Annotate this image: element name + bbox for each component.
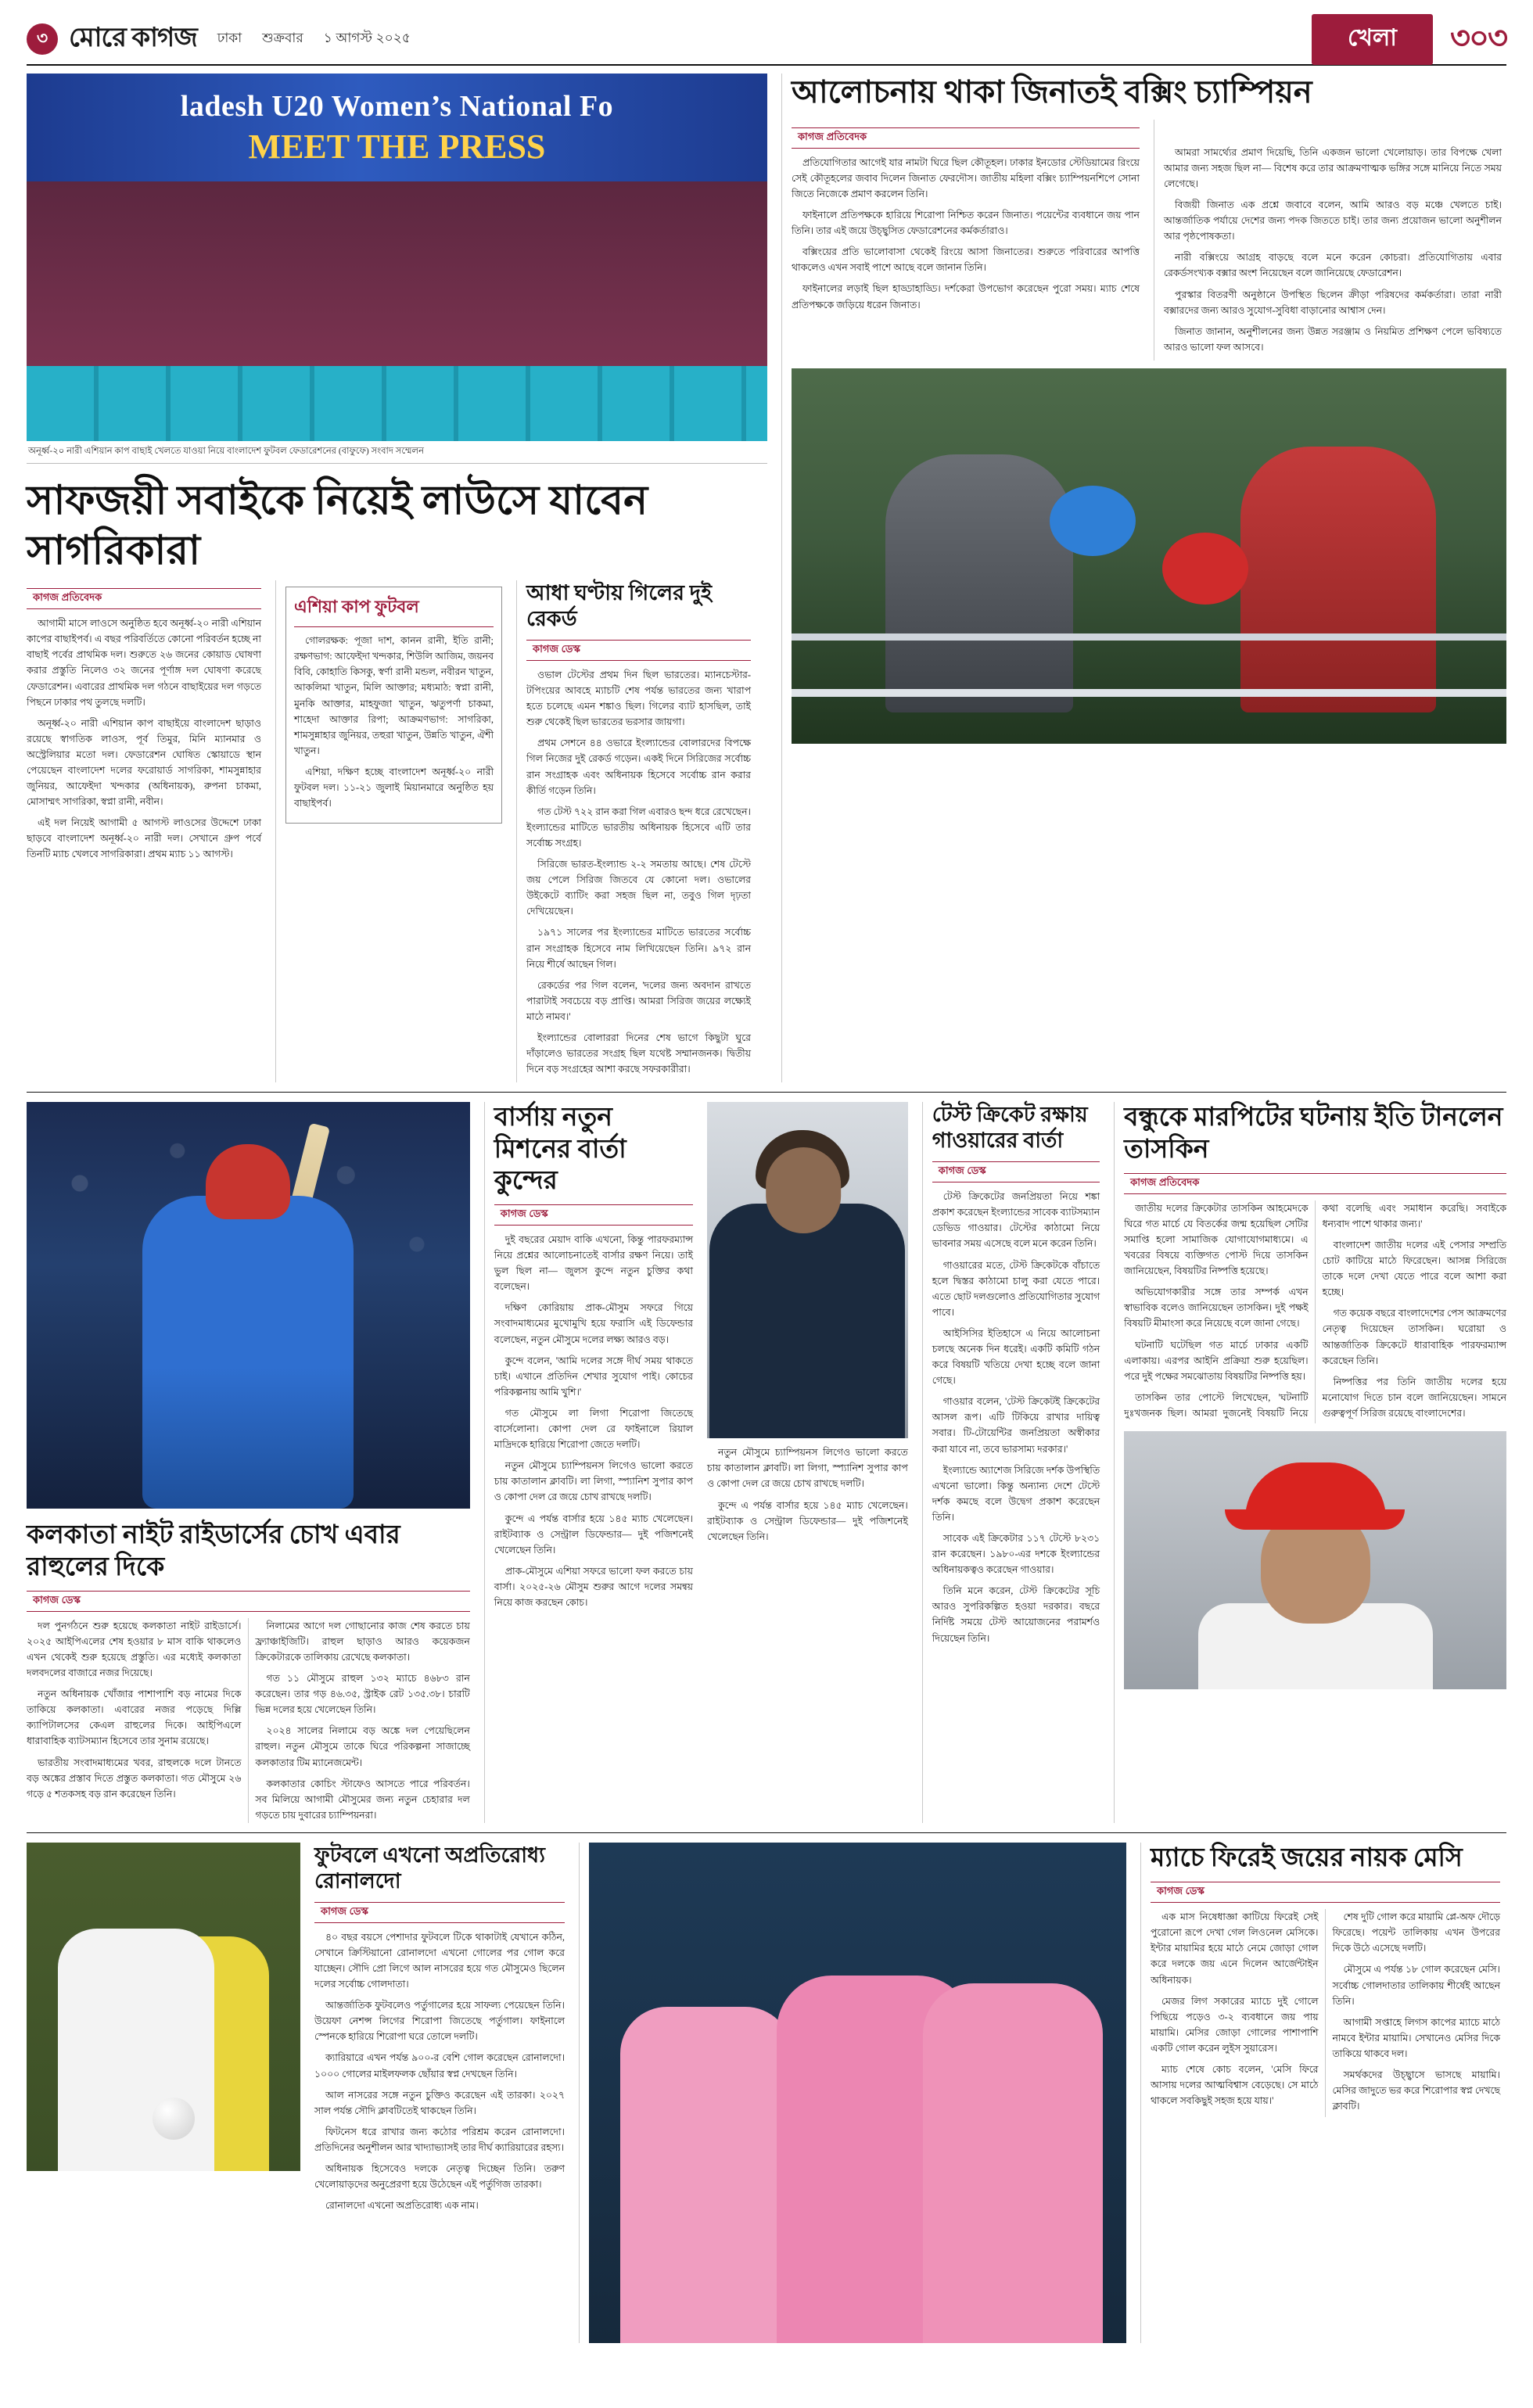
messi-para-0: এক মাস নিষেধাজ্ঞা কাটিয়ে ফিরেই সেই পুরোনো রূপে দেখা গেল লিওনেল মেসিকে। ইন্টার মায়ামির হয়ে মাঠে নেমে জোড়া গোল করে দলকে জয় এনে দিলেন আর্জেন্টাইন অধিনায়ক। <box>1151 1911 1319 1986</box>
lead-para-2: এই দল নিয়েই আগামী ৫ আগস্ট লাওসের উদ্দেশে ঢাকা ছাড়বে বাংলাদেশ অনূর্ধ্ব-২০ নারী দল। সেখানে গ্রুপ পর্বে তিনটি ম্যাচ খেলবে সাগরিকারা। প্রথম ম্যাচ ১১ আগস্ট। <box>27 817 261 860</box>
press-conference-photo <box>27 74 767 441</box>
asiacup-box-body <box>294 633 494 811</box>
gill-para-2: গত টেস্ট ৭২২ রান করা গিল এবারও ছন্দ ধরে রেখেছেন। ইংল্যান্ডের মাটিতে ভারতীয় অধিনায়ক হিসেবে এটি তার সর্বোচ্চ সংগ্রহ। <box>526 806 751 849</box>
taskin-para-2: ঘটনাটি ঘটেছিল গত মার্চে ঢাকার একটি এলাকায়। এরপর আইনি প্রক্রিয়া শুরু হয়েছিল। পরে দুই পক্ষের সমঝোতায় বিষয়টির নিষ্পত্তি হয়। <box>1124 1339 1309 1382</box>
kunde-photo-sidebody <box>707 1444 908 1550</box>
lead-body-col <box>27 580 261 1082</box>
lead-body-text <box>27 615 261 867</box>
messi-para-3: শেষ দুটি গোল করে মায়ামি প্লে-অফ দৌড়ে ফিরেছে। পয়েন্ট তালিকায় এখন উপরের দিকে উঠে এসেছে দলটি। <box>1332 1911 1500 1954</box>
ronaldo-body <box>314 1929 565 2220</box>
press-table-front <box>27 366 767 441</box>
kkr-headline: কলকাতা নাইট রাইডার্সের চোখ এবার রাহুলের দিকে <box>27 1521 400 1581</box>
messi-para-2: ম্যাচ শেষে কোচ বলেন, 'মেসি ফিরে আসায় দলের আত্মবিশ্বাস বেড়েছে। সে মাঠে থাকলে সবকিছুই সহজ হয়ে যায়।' <box>1151 2063 1319 2107</box>
ronaldo-para-6: রোনালদো এখনো অপ্রতিরোধ্য এক নাম। <box>325 2200 479 2212</box>
top-block <box>27 74 1506 1082</box>
lead-photo-caption: অনূর্ধ্ব-২০ নারী এশিয়ান কাপ বাছাই খেলতে যাওয়া নিয়ে বাংলাদেশ ফুটবল ফেডারেশনের (বাফুফে) সংবাদ সম্মেলন <box>27 441 767 464</box>
ronaldo-headline: ফুটবলে এখনো অপ্রতিরোধ্য রোনালদো <box>314 1843 546 1893</box>
asiacup-box-title: এশিয়া কাপ ফুটবল <box>294 594 494 627</box>
kkr-para-3: নিলামের আগে দল গোছানোর কাজ শেষ করতে চায় ফ্র্যাঞ্চাইজিটি। রাহুল ছাড়াও আরও কয়েকজন ক্রিকেটারকে তালিকায় রেখেছে কলকাতা। <box>255 1620 470 1663</box>
football-ball <box>153 2098 195 2140</box>
kunde-para-2: কুন্দে বলেন, 'আমি দলের সঙ্গে দীর্ঘ সময় থাকতে চাই। এখানে প্রতিদিন শেখার সুযোগ পাই। কোচের পরিকল্পনায় আমি খুশি।' <box>494 1355 693 1398</box>
gill-body <box>526 667 751 1082</box>
ronaldo-byline: কাগজ ডেস্ক <box>314 1902 565 1923</box>
rahul-figure <box>142 1196 354 1509</box>
ring-rope-lower <box>792 689 1506 697</box>
kkr-para-5: ২০২৪ সালের নিলামে বড় অঙ্কে দল পেয়েছিলেন রাহুল। নতুন মৌসুমে তাকে ঘিরে পরিকল্পনা সাজাচ্ছে কলকাতার টিম ম্যানেজমেন্ট। <box>255 1725 470 1768</box>
lead-para-0: আগামী মাসে লাওসে অনুষ্ঠিত হবে অনূর্ধ্ব-২০ নারী এশিয়ান কাপের বাছাইপর্ব। এ বছর পরিবর্তিতে কোনো পরিবর্তন হচ্ছে না বাছাই পর্বের প্রাথমিক দল। শুরুতে ২৬ জনের কোয়াড ঘোষণা করার প্রস্তুতি নিলেও ৩২ জনের পূর্ণাঙ্গ দল ঘোষণা করেছে ফেডারেশন। এবারের প্রাথমিক দল গঠনে বাছাইয়ের দল গড়তে পিছনে ঢাকার পথ তুলছে দলটি। <box>27 618 261 708</box>
gill-headline: আধা ঘণ্টায় গিলের দুই রেকর্ড <box>526 581 712 631</box>
masthead <box>27 17 1506 66</box>
masthead-city: ঢাকা <box>217 31 242 45</box>
messi-para-5: আগামী সপ্তাহে লিগস কাপের ম্যাচে মাঠে নামবে ইন্টার মায়ামি। সেখানেও মেসির দিকে তাকিয়ে থাকবে দল। <box>1332 2016 1500 2059</box>
kunde-para-6: প্রাক-মৌসুমে এশিয়া সফরে ভালো ফল করতে চায় বার্সা। ২০২৫-২৬ মৌসুম শুরুর আগে দলের সমন্বয় নিয়ে কাজ করছেন কোচ। <box>494 1565 693 1608</box>
messi-photo-column <box>579 1843 1126 2343</box>
kunde-para-5: কুন্দে এ পর্যন্ত বার্সার হয়ে ১৪৫ ম্যাচ খেলেছেন। রাইটব্যাক ও সেন্ট্রাল ডিফেন্ডার— দুই পজিশনেই খেলেছেন তিনি। <box>494 1513 693 1556</box>
press-banner-line2: MEET THE PRESS <box>248 127 546 166</box>
gill-para-4: ১৯৭১ সালের পর ইংল্যান্ডের মাটিতে ভারতের সর্বোচ্চ রান সংগ্রাহক হিসেবে নাম লিখিয়েছেন তিনি। ৯৭২ রান নিয়ে শীর্ষে আছেন গিল। <box>526 927 751 970</box>
boxing-l-para-0: প্রতিযোগিতার আগেই যার নামটা ঘিরে ছিল কৌতূহল। ঢাকার ইনডোর স্টেডিয়ামের রিংয়ে সেই কৌতূহলের জবাব দিলেন জিনাত ফেরদৌস। জাতীয় মহিলা বক্সিং চ্যাম্পিয়নশিপে সোনা জিতে নিজেকে প্রমাণ করলেন তিনি। <box>791 156 1140 199</box>
kunde-photo-column <box>707 1102 908 1823</box>
divider-bottom <box>27 1832 1506 1833</box>
boxing-r-para-2: নারী বক্সিংয়ে আগ্রহ বাড়ছে বলে মনে করেন কোচরা। প্রতিযোগিতায় এবার রেকর্ডসংখ্যক বক্সার অংশ নিয়েছেন বলে জানিয়েছে ফেডারেশন। <box>1163 252 1502 279</box>
messi-byline: কাগজ ডেস্ক <box>1151 1882 1500 1903</box>
messi-para-4: মৌসুমে এ পর্যন্ত ১৮ গোল করেছেন মেসি। সর্বোচ্চ গোলদাতার তালিকায় শীর্ষেই আছেন তিনি। <box>1332 1964 1500 2007</box>
messi-headline: ম্যাচে ফিরেই জয়ের নায়ক মেসি <box>1151 1843 1463 1872</box>
red-glove <box>1162 533 1248 605</box>
masthead-right <box>1312 17 1506 61</box>
divider-top <box>27 1092 1506 1093</box>
ronaldo-para-0: ৪০ বছর বয়সে পেশাদার ফুটবলে টিকে থাকাটাই যেখানে কঠিন, সেখানে ক্রিস্টিয়ানো রোনালদো এখনো গোলের পর গোল করে যাচ্ছেন। সৌদি প্রো লিগে আল নাসরের হয়ে গত মৌসুমেও ছিলেন দলের সর্বোচ্চ গোলদাতা। <box>314 1931 565 1990</box>
masthead-left <box>27 17 197 61</box>
lead-body-row <box>27 580 767 1082</box>
kunde-face <box>766 1147 842 1233</box>
kunde-side-para-0: নতুন মৌসুমে চ্যাম্পিয়নস লিগেও ভালো করতে চায় কাতালান ক্লাবটি। লা লিগা, স্প্যানিশ সুপার কাপ ও কোপা দেল রে জয়ে চোখ রাখছে দলটি। <box>706 1447 908 1490</box>
newspaper-logo: মোরে কাগজ <box>69 23 197 52</box>
boxing-column <box>781 74 1506 1082</box>
boxing-r-para-4: জিনাত জানান, অনুশীলনের জন্য উন্নত সরঞ্জাম ও নিয়মিত প্রশিক্ষণ পেলে ভবিষ্যতে আরও ভালো ফল আসবে। <box>1163 325 1502 353</box>
taskin-column <box>1114 1102 1506 1823</box>
gower-headline: টেস্ট ক্রিকেট রক্ষায় গাওয়ারের বার্তা <box>932 1103 1088 1153</box>
lead-column <box>27 74 767 1082</box>
cricket-helmet <box>206 1144 290 1219</box>
gill-para-1: প্রথম সেশনে ৪৪ ওভারে ইংল্যান্ডের বোলারদের বিপক্ষে গিল নিজের দুই রেকর্ড গড়েন। একই দিনে সিরিজের সর্বোচ্চ রান সংগ্রাহক এবং অধিনায়ক হিসেবে সর্বোচ্চ রান করার কীর্তি গড়েন তিনি। <box>526 737 751 796</box>
gill-para-5: রেকর্ডের পর গিল বলেন, 'দলের জন্য অবদান রাখতে পারাটাই সবচেয়ে বড় প্রাপ্তি। আমরা সিরিজ জয়ের লক্ষ্যেই মাঠে নামব।' <box>526 979 751 1022</box>
press-banner <box>27 74 767 181</box>
messi-para-1: মেজর লিগ সকারের ম্যাচে দুই গোলে পিছিয়ে পড়েও ৩-২ ব্যবধানে জয় পায় মায়ামি। মেসির জোড়া গোলের পাশাপাশি একটি গোল করেন লুইস সুয়ারেস। <box>1151 1995 1319 2054</box>
ronaldo-text-column <box>314 1843 565 2343</box>
asiacup-box-col <box>275 580 502 1082</box>
kunde-side-para-1: কুন্দে এ পর্যন্ত বার্সার হয়ে ১৪৫ ম্যাচ খেলেছেন। রাইটব্যাক ও সেন্ট্রাল ডিফেন্ডার— দুই পজিশনেই খেলেছেন তিনি। <box>706 1499 908 1542</box>
ronaldo-para-3: আল নাসরের সঙ্গে নতুন চুক্তিও করেছেন এই তারকা। ২০২৭ সাল পর্যন্ত সৌদি ক্লাবটিতেই থাকছেন তিনি। <box>314 2089 565 2116</box>
boxing-byline: কাগজ প্রতিবেদক <box>792 127 1140 149</box>
boxing-l-para-1: ফাইনালে প্রতিপক্ষকে হারিয়ে শিরোপা নিশ্চিত করেন জিনাত। পয়েন্টের ব্যবধানে জয় পান তিনি। তার এই জয়ে উচ্ছ্বসিত ফেডারেশনের কর্মকর্তারাও। <box>791 210 1140 237</box>
kunde-para-1: দক্ষিণ কোরিয়ায় প্রাক-মৌসুম সফরে গিয়ে সংবাদমাধ্যমের মুখোমুখি হয়ে ফরাসি এই ডিফেন্ডার বলেছেন, নতুন মৌসুমে দলের লক্ষ্য আরও বড়। <box>494 1302 693 1345</box>
gower-para-3: গাওয়ার বলেন, 'টেস্ট ক্রিকেটই ক্রিকেটের আসল রূপ। এটি টিকিয়ে রাখার দায়িত্ব সবার। টি-টোয়েন্টির জনপ্রিয়তা অস্বীকার করা যাবে না, তবে ভারসাম্য দরকার।' <box>932 1396 1100 1455</box>
boxing-r-para-1: বিজয়ী জিনাত এক প্রশ্নে জবাবে বলেন, আমি আরও বড় মঞ্চে খেলতে চাই। আন্তর্জাতিক পর্যায়ে দেশের জন্য পদক জিততে চাই। তার জন্য প্রয়োজন ভালো অনুশীলন আর পৃষ্ঠপোষকতা। <box>1163 199 1502 242</box>
ronaldo-para-2: ক্যারিয়ারে এখন পর্যন্ত ৯০০-র বেশি গোল করেছেন রোনালদো। ১০০০ গোলের মাইলফলক ছোঁয়ার স্বপ্ন দেখছেন তিনি। <box>314 2052 565 2080</box>
messi-text-column <box>1140 1843 1500 2343</box>
lead-headline: সাফজয়ী সবাইকে নিয়েই লাউসে যাবেন সাগরিকারা <box>27 479 648 573</box>
taskin-para-1: অভিযোগকারীর সঙ্গে তার সম্পর্ক এখন স্বাভাবিক বলেও জানিয়েছেন তাসকিন। দুই পক্ষই বিষয়টি মীমাংসা করে নিয়েছে বলে জানা গেছে। <box>1124 1287 1309 1330</box>
kunde-para-4: নতুন মৌসুমে চ্যাম্পিয়নস লিগেও ভালো করতে চায় কাতালান ক্লাবটি। লা লিগা, স্প্যানিশ সুপার কাপ ও কোপা দেল রে জয়ে চোখ রাখছে দলটি। <box>494 1460 693 1503</box>
boxing-body-left <box>792 155 1140 318</box>
gower-para-5: সাবেক এই ক্রিকেটার ১১৭ টেস্টে ৮২৩১ রান করেছেন। ১৯৮০-এর দশকে ইংল্যান্ডের অধিনায়কত্বও করেছেন গাওয়ার। <box>932 1533 1100 1576</box>
press-stage <box>27 181 767 366</box>
boxing-body-right <box>1164 145 1502 361</box>
boxer-blue <box>885 454 1073 712</box>
gill-para-3: সিরিজে ভারত-ইংল্যান্ড ২-২ সমতায় আছে। শেষ টেস্টে জয় পেলে সিরিজ জিতবে যে কোনো দল। ওভালের উইকেটে ব্যাটিং করা সহজ ছিল না, তবুও গিল দৃঢ়তা দেখিয়েছেন। <box>526 859 751 917</box>
gower-para-0: টেস্ট ক্রিকেটের জনপ্রিয়তা নিয়ে শঙ্কা প্রকাশ করেছেন ইংল্যান্ডের সাবেক ব্যাটসম্যান ডেভিড গাওয়ার। টেস্টের কাঠামো নিয়ে ভাবনার সময় এসেছে বলে মনে করেন তিনি। <box>932 1191 1100 1250</box>
taskin-para-4: বাংলাদেশ জাতীয় দলের এই পেসার সম্প্রতি চোট কাটিয়ে মাঠে ফিরেছেন। আসন্ন সিরিজে তাকে দলে দেখা যেতে পারে বলে আশা করা হচ্ছে। <box>1322 1239 1506 1298</box>
ronaldo-photo <box>27 1843 300 2171</box>
taskin-cap <box>1245 1462 1386 1519</box>
gower-para-6: তিনি মনে করেন, টেস্ট ক্রিকেটের সূচি আরও সুপরিকল্পিত হওয়া দরকার। বছরে নির্দিষ্ট সময়ে টেস্ট আয়োজনের পরামর্শও দিয়েছেন তিনি। <box>932 1585 1100 1644</box>
kkr-body <box>27 1618 470 1823</box>
boxing-photo <box>792 368 1506 744</box>
taskin-para-0: জাতীয় দলের ক্রিকেটার তাসকিন আহমেদকে ঘিরে গত মার্চে যে বিতর্কের জন্ম হয়েছিল সেটির সমাপ্তি হলো সামাজিক যোগাযোগমাধ্যমে। এ খবরের বিষয়ে ব্যক্তিগত পোস্ট দিয়ে তাসকিন জানিয়েছেন, বিষয়টির নিষ্পত্তি হয়েছে। <box>1124 1202 1309 1277</box>
asiacup-para-1: এশিয়া, দক্ষিণ হচ্ছে বাংলাদেশ অনূর্ধ্ব-২০ নারী ফুটবল দল। ১১-২১ জুলাই মিয়ানমারে অনুষ্ঠিত হয় বাছাইপর্ব। <box>294 766 494 809</box>
boxer-red <box>1240 447 1436 712</box>
gower-byline: কাগজ ডেস্ক <box>932 1161 1100 1182</box>
kkr-para-6: কলকাতার কোচিং স্টাফেও আসতে পারে পরিবর্তন। সব মিলিয়ে আগামী মৌসুমের জন্য নতুন চেহারার দল গড়তে চায় দুবারের চ্যাম্পিয়নরা। <box>255 1778 470 1821</box>
messi-body <box>1151 1909 1500 2117</box>
kunde-column <box>484 1102 693 1823</box>
kunde-para-0: দুই বছরের মেয়াদ বাকি এখনো, কিন্তু পারফরম্যান্স নিয়ে প্রশ্নের আলোচনাতেই বার্সার রক্ষণ নিয়ে। তাই ভুল ছিল না— জুলস কুন্দে নতুন চুক্তির কথা বলেছেন। <box>494 1234 693 1293</box>
middle-block <box>27 1102 1506 1823</box>
boxing-r-para-3: পুরস্কার বিতরণী অনুষ্ঠানে উপস্থিত ছিলেন ক্রীড়া পরিষদের কর্মকর্তারা। তারা নারী বক্সারদের জন্য আরও সুযোগ-সুবিধা বাড়ানোর আশ্বাস দেন। <box>1163 289 1502 316</box>
gill-story-col <box>516 580 751 1082</box>
taskin-body <box>1124 1200 1506 1424</box>
gill-para-6: ইংল্যান্ডের বোলাররা দিনের শেষ ভাগে কিছুটা ঘুরে দাঁড়ালেও ভারতের সংগ্রহ ছিল যথেষ্ট সম্মানজনক। দ্বিতীয় দিনে বড় সংগ্রহের আশা করছে সফরকারীরা। <box>526 1032 751 1075</box>
kkr-column <box>27 1102 470 1823</box>
kkr-para-1: নতুন অধিনায়ক খোঁজার পাশাপাশি বড় নামের দিকে তাকিয়ে কলকাতা। এবারের নজর পড়েছে দিল্লি ক্যাপিটালসের কেএল রাহুলের দিকে। আইপিএলে ধারাবাহিক ব্যাটসম্যান হিসেবে তার সুনাম রয়েছে। <box>27 1688 242 1747</box>
bottom-block <box>27 1843 1506 2343</box>
ronaldo-photo-column <box>27 1843 300 2343</box>
press-banner-line1: ladesh U20 Women’s National Fo <box>180 89 614 123</box>
gill-para-0: ওভাল টেস্টের প্রথম দিন ছিল ভারতের। ম্যানচেস্টার-টপিংয়ের আবহে ম্যাচটি শেষ পর্যন্ত ভারতের জন্য খারাপ হতে চলেছে এমন শঙ্কাও ছিল। গিলের ব্যাট হাসছিল, তাই শুরু থেকেই ছিল ভারতের ভরসার জায়গা। <box>526 669 751 728</box>
masthead-meta <box>217 17 411 61</box>
masthead-brand-mark: ৩০৩ <box>1449 20 1506 56</box>
gower-para-1: গাওয়ারের মতে, টেস্ট ক্রিকেটকে বাঁচাতে হলে দ্বিস্তর কাঠামো চালু করা যেতে পারে। এতে ছোট দলগুলোও প্রতিযোগিতার সুযোগ পাবে। <box>932 1259 1100 1318</box>
gower-para-2: আইসিসির ইতিহাসে এ নিয়ে আলোচনা চলছে অনেক দিন ধরেই। একটি কমিটি গঠন করে বিষয়টি খতিয়ে দেখা হচ্ছে বলে জানা গেছে। <box>932 1327 1100 1387</box>
ring-rope-upper <box>792 633 1506 641</box>
ronaldo-figure <box>58 1929 214 2171</box>
taskin-byline: কাগজ প্রতিবেদক <box>1124 1173 1506 1194</box>
ronaldo-para-1: আন্তর্জাতিক ফুটবলেও পর্তুগালের হয়ে সাফল্য পেয়েছেন তিনি। উয়েফা নেশন্স লিগের শিরোপা জিতেছে পর্তুগাল। ফাইনালে স্পেনকে হারিয়ে শিরোপা ঘরে তোলে দলটি। <box>314 2000 565 2043</box>
kunde-headline: বার্সায় নতুন মিশনের বার্তা কুন্দের <box>494 1104 626 1195</box>
kkr-para-0: দল পুনর্গঠনে শুরু হয়েছে কলকাতা নাইট রাইডার্সে। ২০২৫ আইপিএলের শেষ হওয়ার ৮ মাস বাকি থাকলেও এখন থেকেই শুরু হয়েছে প্রস্তুতি। এর মধ্যেই কলকাতা দলবদলের বাজারে নজর দিয়েছে। <box>27 1620 242 1679</box>
asiacup-para-0: গোলরক্ষক: পূজা দাশ, কানন রানী, ইতি রানী; রক্ষণভাগ: আফেইদা খন্দকার, শিউলি আজিম, জয়নব বিবি, কোহাতি কিসকু, স্বর্ণা রানী মন্ডল, নবীরন খাতুন, আকলিমা খাতুন, মিলি আক্তার; মধ্যমাঠ: স্বপ্না রানী, মুনকি আক্তার, মাহফুজা খাতুন, ঋতুপর্ণা চাকমা, শাহেদা আক্তার রিপা; আক্রমণভাগ: সাগরিকা, শামসুন্নাহার জুনিয়র, তহুরা খাতুন, উন্নতি খাতুন, ঐশী খাতুন। <box>294 635 494 756</box>
gill-byline: কাগজ ডেস্ক <box>526 640 751 661</box>
blue-glove <box>1050 486 1136 556</box>
kunde-photo <box>707 1102 908 1438</box>
kunde-body <box>494 1232 693 1616</box>
rahul-photo <box>27 1102 470 1509</box>
boxing-left-col <box>792 120 1140 361</box>
boxing-r-para-0: আমরা সামর্থ্যের প্রমাণ দিয়েছি, তিনি একজন ভালো খেলোয়াড়। তার বিপক্ষে খেলা আমার জন্য সহজ ছিল না— বিশেষ করে তার আক্রমণাত্মক ভঙ্গির সঙ্গে মানিয়ে নিতে সময় লেগেছে। <box>1163 146 1502 189</box>
suarez-figure <box>923 1983 1103 2343</box>
page-number-badge: ৩ <box>27 23 58 55</box>
boxing-headline: আলোচনায় থাকা জিনাতই বক্সিং চ্যাম্পিয়ন <box>791 74 1312 109</box>
masthead-day: শুক্রবার <box>262 31 303 45</box>
masthead-date: ১ আগস্ট ২০২৫ <box>323 31 411 45</box>
messi-figure <box>620 2007 792 2343</box>
gower-column <box>922 1102 1100 1823</box>
kunde-byline: কাগজ ডেস্ক <box>494 1204 693 1226</box>
kkr-byline: কাগজ ডেস্ক <box>27 1591 470 1612</box>
kkr-para-2: ভারতীয় সংবাদমাধ্যমের খবর, রাহুলকে দলে টানতে বড় অঙ্কের প্রস্তাব দিতে প্রস্তুত কলকাতা। গত মৌসুমে ২৬ গড়ে ৫ শতকসহ বড় রান করেছেন তিনি। <box>27 1757 242 1800</box>
ronaldo-para-5: অধিনায়ক হিসেবেও দলকে নেতৃত্ব দিচ্ছেন তিনি। তরুণ খেলোয়াড়দের অনুপ্রেরণা হয়ে উঠেছেন এই পর্তুগিজ তারকা। <box>314 2162 565 2191</box>
boxing-l-para-3: ফাইনালের লড়াই ছিল হাড্ডাহাড্ডি। দর্শকেরা উপভোগ করেছেন পুরো সময়। ম্যাচ শেষে প্রতিপক্ষকে জড়িয়ে ধরেন জিনাত। <box>791 283 1140 310</box>
section-tab-sports[interactable]: খেলা <box>1312 14 1433 65</box>
ronaldo-para-4: ফিটনেস ধরে রাখার জন্য কঠোর পরিশ্রম করেন রোনালদো। প্রতিদিনের অনুশীলন আর খাদ্যাভ্যাসই তার দীর্ঘ ক্যারিয়ারের রহস্য। <box>314 2126 565 2153</box>
taskin-para-6: নিষ্পত্তির পর তিনি জাতীয় দলের হয়ে মনোযোগ দিতে চান বলে জানিয়েছেন। সামনে গুরুত্বপূর্ণ সিরিজ রয়েছে বাংলাদেশের। <box>1322 1376 1506 1419</box>
lead-para-1: অনূর্ধ্ব-২০ নারী এশিয়ান কাপ বাছাইয়ে বাংলাদেশ ছাড়াও রয়েছে স্বাগতিক লাওস, পূর্ব তিমুর, মিনি ম্যানমার ও অস্ট্রেলিয়ার মতো দল। ফেডারেশন ঘোষিত স্কোয়াডে স্থান পেয়েছেন বাংলাদেশ দলের ফরোয়ার্ড সাগরিকা, শামসুন্নাহার জুনিয়র, আফেইদা খন্দকার (অধিনায়ক), রুপনা চাকমা, মোসাম্মৎ সাগরিকা, স্বপ্না রানী, নবীন। <box>27 717 261 808</box>
gower-body <box>932 1189 1100 1652</box>
messi-para-6: সমর্থকদের উচ্ছ্বাসে ভাসছে মায়ামি। মেসির জাদুতে ভর করে শিরোপার স্বপ্ন দেখছে ক্লাবটি। <box>1332 2069 1500 2112</box>
gower-para-4: ইংল্যান্ডে অ্যাশেজ সিরিজে দর্শক উপস্থিতি এখনো ভালো। কিন্তু অন্যান্য দেশে টেস্টে দর্শক কমছে বলে উদ্বেগ প্রকাশ করেছেন তিনি। <box>932 1464 1100 1523</box>
taskin-para-3: তাসকিন তার পোস্টে লিখেছেন, 'ঘটনাটি দুঃখজনক ছিল। আমরা দুজনেই বিষয়টি নিয়ে কথা বলেছি এবং সমাধান করেছি। সবাইকে ধন্যবাদ পাশে থাকার জন্য।' <box>1124 1202 1506 1419</box>
boxing-body-row <box>792 120 1506 361</box>
boxing-right-col <box>1154 120 1502 361</box>
asiacup-box <box>285 587 502 824</box>
taskin-para-5: গত কয়েক বছরে বাংলাদেশের পেস আক্রমণের নেতৃত্ব দিয়েছেন তাসকিন। ঘরোয়া ও আন্তর্জাতিক ক্রিকেটে ধারাবাহিক পারফরম্যান্স করেছেন তিনি। <box>1322 1308 1506 1366</box>
taskin-photo <box>1124 1431 1506 1689</box>
kkr-para-4: গত ১১ মৌসুমে রাহুল ১৩২ ম্যাচে ৪৬৮৩ রান করেছেন। তার গড় ৪৬.৩৫, স্ট্রাইক রেট ১৩৫.৩৮। চারটি ভিন্ন দলের হয়ে খেলেছেন তিনি। <box>255 1673 470 1716</box>
lead-byline: কাগজ প্রতিবেদক <box>27 588 261 609</box>
messi-photo <box>589 1843 1126 2343</box>
kunde-para-3: গত মৌসুমে লা লিগা শিরোপা জিতেছে বার্সেলোনা। কোপা দেল রে ফাইনালে রিয়াল মাদ্রিদকে হারিয়ে শিরোপা জেতে দলটি। <box>494 1407 693 1451</box>
boxing-l-para-2: বক্সিংয়ের প্রতি ভালোবাসা থেকেই রিংয়ে আসা জিনাতের। শুরুতে পরিবারের আপত্তি থাকলেও এখন সবাই পাশে আছে বলে জানান তিনি। <box>791 246 1140 274</box>
kunde-figure <box>709 1204 905 1438</box>
taskin-headline: বন্ধুকে মারপিটের ঘটনায় ইতি টানলেন তাসকিন <box>1124 1104 1503 1164</box>
